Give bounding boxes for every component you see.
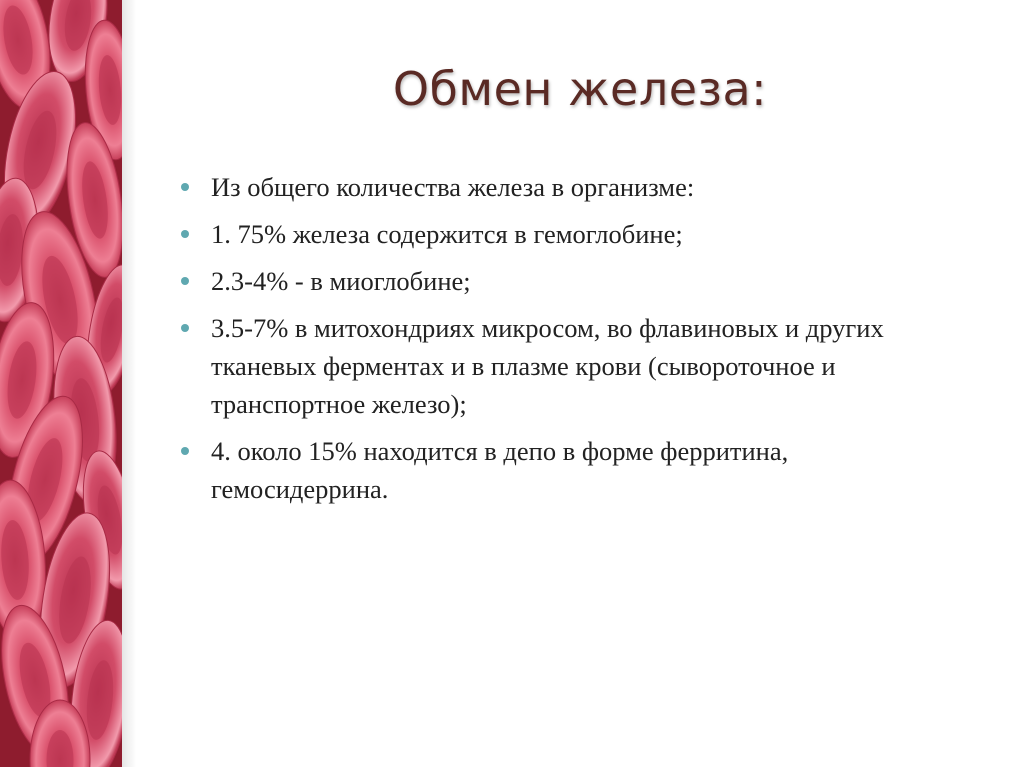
bullet-text: 3.5-7% в митохондриях микросом, во флавиновых и других тканевых ферментах и в плазме крови (сывороточное и транспортное железо); <box>211 313 884 419</box>
bullet-text: 2.3-4% - в миоглобине; <box>211 266 471 296</box>
bullet-list <box>178 168 938 517</box>
bullet-item <box>178 168 938 206</box>
bullet-text: Из общего количества железа в организме: <box>211 172 695 202</box>
bullet-item <box>178 309 938 423</box>
red-blood-cells-image <box>0 0 122 767</box>
bullet-dot-icon <box>181 447 189 455</box>
bullet-text: 1. 75% железа содержится в гемоглобине; <box>211 219 683 249</box>
bullet-item <box>178 215 938 253</box>
bullet-dot-icon <box>181 230 189 238</box>
bullet-text: 4. около 15% находится в депо в форме ферритина, гемосидеррина. <box>211 436 789 504</box>
bullet-dot-icon <box>181 277 189 285</box>
bullet-dot-icon <box>181 324 189 332</box>
bullet-item <box>178 262 938 300</box>
strip-edge-shadow <box>122 0 136 767</box>
bullet-item <box>178 432 938 508</box>
slide-title: Обмен железа: <box>392 62 768 116</box>
bullet-dot-icon <box>181 183 189 191</box>
